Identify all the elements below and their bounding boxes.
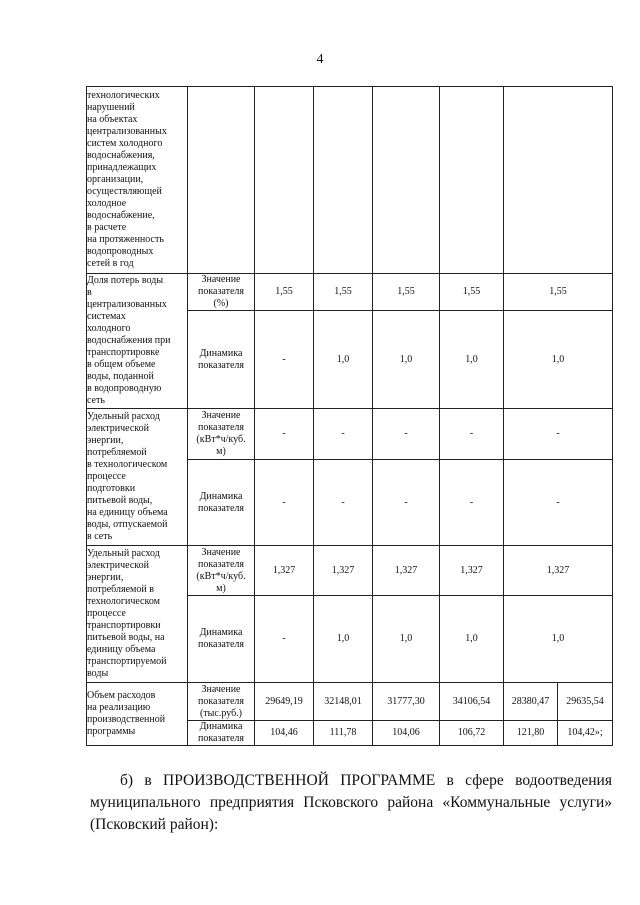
empty-cell (504, 87, 613, 274)
dynamic-cell: 1,0 (440, 596, 504, 683)
value-cell: - (373, 409, 440, 460)
dynamic-cell: 1,0 (373, 596, 440, 683)
dynamic-cell: - (314, 460, 373, 546)
value-cell: 28380,47 (504, 683, 558, 721)
value-cell: 34106,54 (440, 683, 504, 721)
value-cell: 1,327 (504, 546, 613, 596)
dynamic-cell: - (255, 311, 314, 409)
dynamic-cell: 1,0 (440, 311, 504, 409)
value-cell: 1,327 (255, 546, 314, 596)
dynamic-cell: 104,46 (255, 721, 314, 746)
dynamic-cell: 121,80 (504, 721, 558, 746)
value-cell: - (255, 409, 314, 460)
paragraph-line-3: (Псковский район): (90, 816, 219, 833)
sub-label-dynamic: Динамика показателя (188, 460, 255, 546)
value-cell: - (440, 409, 504, 460)
dynamic-cell: - (440, 460, 504, 546)
page-number: 4 (316, 52, 324, 67)
value-cell: 1,327 (314, 546, 373, 596)
dynamic-cell: - (255, 460, 314, 546)
empty-cell (188, 87, 255, 274)
value-cell: - (314, 409, 373, 460)
dynamic-cell: 1,0 (504, 311, 613, 409)
dynamic-cell: 106,72 (440, 721, 504, 746)
sub-label-dynamic: Динамика показателя (188, 721, 255, 746)
table-row-tech-violations (87, 87, 613, 274)
value-cell: 29635,54 (558, 683, 613, 721)
value-cell: 1,55 (504, 274, 613, 311)
dynamic-cell: 111,78 (314, 721, 373, 746)
value-cell: 1,55 (255, 274, 314, 311)
sub-label-value: Значение показателя (тыс.руб.) (188, 683, 255, 721)
value-cell: 29649,19 (255, 683, 314, 721)
dynamic-cell: 1,0 (504, 596, 613, 683)
empty-cell (314, 87, 373, 274)
row-label-energy-prep: Удельный расход электрической энергии, потребляемой в технологическом процессе подготовки питьевой воды, на единицу объема воды, отпускаемой в сеть (87, 409, 188, 546)
empty-cell (373, 87, 440, 274)
paragraph-line-2: муниципального предприятия Псковского района «Коммунальные услуги» (90, 794, 612, 811)
dynamic-cell: 1,0 (373, 311, 440, 409)
value-cell: - (504, 409, 613, 460)
sub-label-dynamic: Динамика показателя (188, 596, 255, 683)
dynamic-cell: - (255, 596, 314, 683)
indicators-table (86, 86, 613, 746)
dynamic-cell: 1,0 (314, 596, 373, 683)
value-cell: 32148,01 (314, 683, 373, 721)
dynamic-cell: 1,0 (314, 311, 373, 409)
table-row-water-loss-value (87, 274, 613, 311)
paragraph-line-1: б) в ПРОИЗВОДСТВЕННОЙ ПРОГРАММЕ в сфере водоотведения (120, 772, 612, 789)
value-cell: 1,55 (373, 274, 440, 311)
sub-label-value: Значение показателя (кВт*ч/куб. м) (188, 546, 255, 596)
value-cell: 1,327 (373, 546, 440, 596)
dynamic-cell: 104,06 (373, 721, 440, 746)
row-label-costs: Объем расходов на реализацию производственной программы (87, 683, 188, 746)
sub-label-value: Значение показателя (%) (188, 274, 255, 311)
sub-label-dynamic: Динамика показателя (188, 311, 255, 409)
table-row-costs-value (87, 683, 613, 721)
row-label-water-loss: Доля потерь воды в централизованных системах холодного водоснабжения при транспортировке в общем объеме воды, поданной в водопроводную сеть (87, 274, 188, 409)
dynamic-cell: - (504, 460, 613, 546)
value-cell: 31777,30 (373, 683, 440, 721)
value-cell: 1,55 (440, 274, 504, 311)
value-cell: 1,55 (314, 274, 373, 311)
table-row-energy-prep-value (87, 409, 613, 460)
empty-cell (440, 87, 504, 274)
dynamic-cell: - (373, 460, 440, 546)
value-cell: 1,327 (440, 546, 504, 596)
dynamic-cell: 104,42»; (558, 721, 613, 746)
sub-label-value: Значение показателя (кВт*ч/куб. м) (188, 409, 255, 460)
table-row-energy-transport-value (87, 546, 613, 596)
empty-cell (255, 87, 314, 274)
row-label-energy-transport: Удельный расход электрической энергии, потребляемой в технологическом процессе транспортировки питьевой воды, на единицу объема транспортируемой воды (87, 546, 188, 683)
row-label-tech-violations: технологических нарушений на объектах централизованных систем холодного водоснабжения, принадлежащих организации, осуществляющей холодное водоснабжение, в расчете на протяженность водопроводных сетей в год (87, 87, 188, 274)
